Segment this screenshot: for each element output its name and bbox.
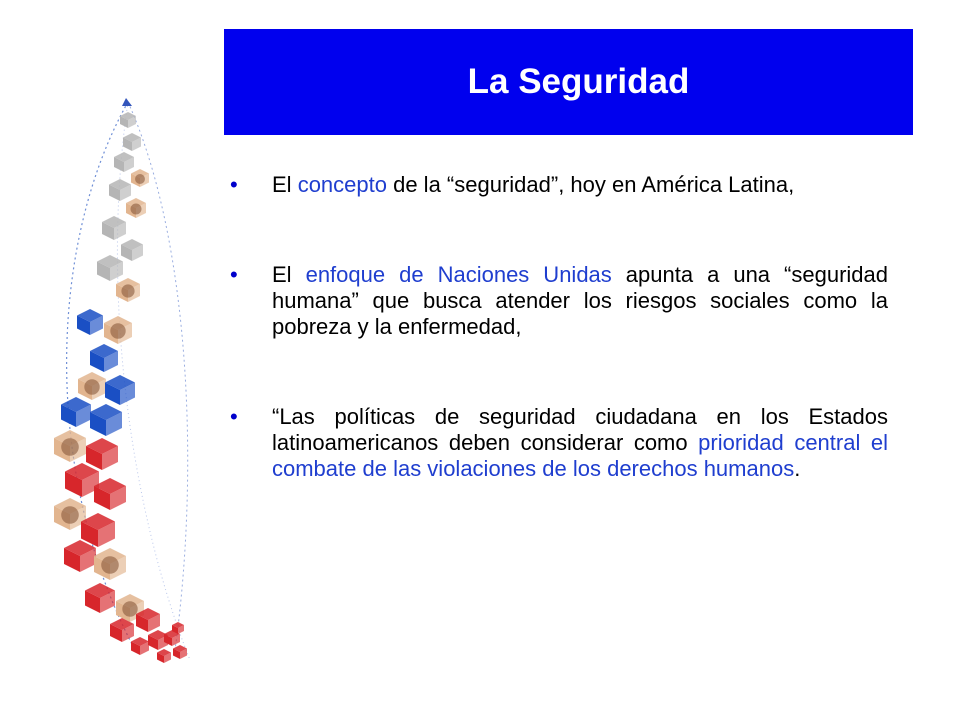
bullet-text: [272, 262, 888, 339]
cube-icon: [121, 239, 143, 261]
highlighted-phrase: concepto: [297, 172, 387, 197]
bullet-list: [230, 172, 888, 482]
cube-icon: [131, 169, 149, 187]
cube-icon: [61, 397, 91, 427]
cube-icon: [97, 255, 123, 281]
bullet-item-concepto: [230, 172, 888, 198]
cube-icon: [116, 278, 140, 302]
cube-icon: [102, 216, 126, 240]
bullet-dot: •: [230, 172, 238, 197]
bullet-text: [272, 404, 888, 481]
cube-icon: [94, 548, 126, 580]
text-run: .: [794, 456, 801, 481]
cube-icon: [64, 540, 96, 572]
cube-icon: [81, 513, 115, 547]
cube-icon: [104, 316, 132, 344]
cube-icon: [78, 372, 106, 400]
text-run: El: [272, 172, 298, 197]
text-run: “Las políticas de seguridad ciudadana en los Estados latinoamericanos deben considerar como: [272, 404, 888, 455]
cube-icon: [157, 649, 171, 663]
cube-icon: [65, 463, 99, 497]
bullet-dot: •: [230, 262, 238, 287]
cube-icon: [77, 309, 103, 335]
bullet-dot: •: [230, 404, 238, 429]
cube-icon: [120, 112, 136, 128]
bullet-text: [272, 172, 794, 197]
cube-icon: [123, 133, 141, 151]
cube-icon: [126, 198, 146, 218]
cube-icon: [86, 438, 118, 470]
slide-title: La Seguridad: [467, 62, 690, 101]
cube-icon: [131, 637, 149, 655]
highlighted-phrase: enfoque de Naciones Unidas: [305, 262, 612, 287]
cube-icon: [173, 645, 187, 659]
text-run: apunta a una “seguridad humana” que busca atender los riesgos sociales como la pobreza y la enfermedad,: [272, 262, 888, 339]
text-run: de la “seguridad”, hoy en América Latina,: [386, 172, 795, 197]
cube-icon: [90, 404, 122, 436]
highlighted-phrase: prioridad central el combate de las violaciones de los derechos humanos: [272, 430, 889, 481]
cube-icon: [54, 430, 86, 462]
cube-icon: [114, 152, 134, 172]
cube-icon: [85, 583, 115, 613]
cube-icon: [109, 179, 131, 201]
bullet-item-politicas: [230, 404, 888, 482]
cube-icon: [90, 344, 118, 372]
cube-icon: [105, 375, 135, 405]
text-run: El: [272, 262, 306, 287]
title-bar: [224, 29, 913, 135]
bullet-item-naciones-unidas: [230, 262, 888, 340]
cube-and-faces-ribbon-icon: [40, 90, 210, 670]
